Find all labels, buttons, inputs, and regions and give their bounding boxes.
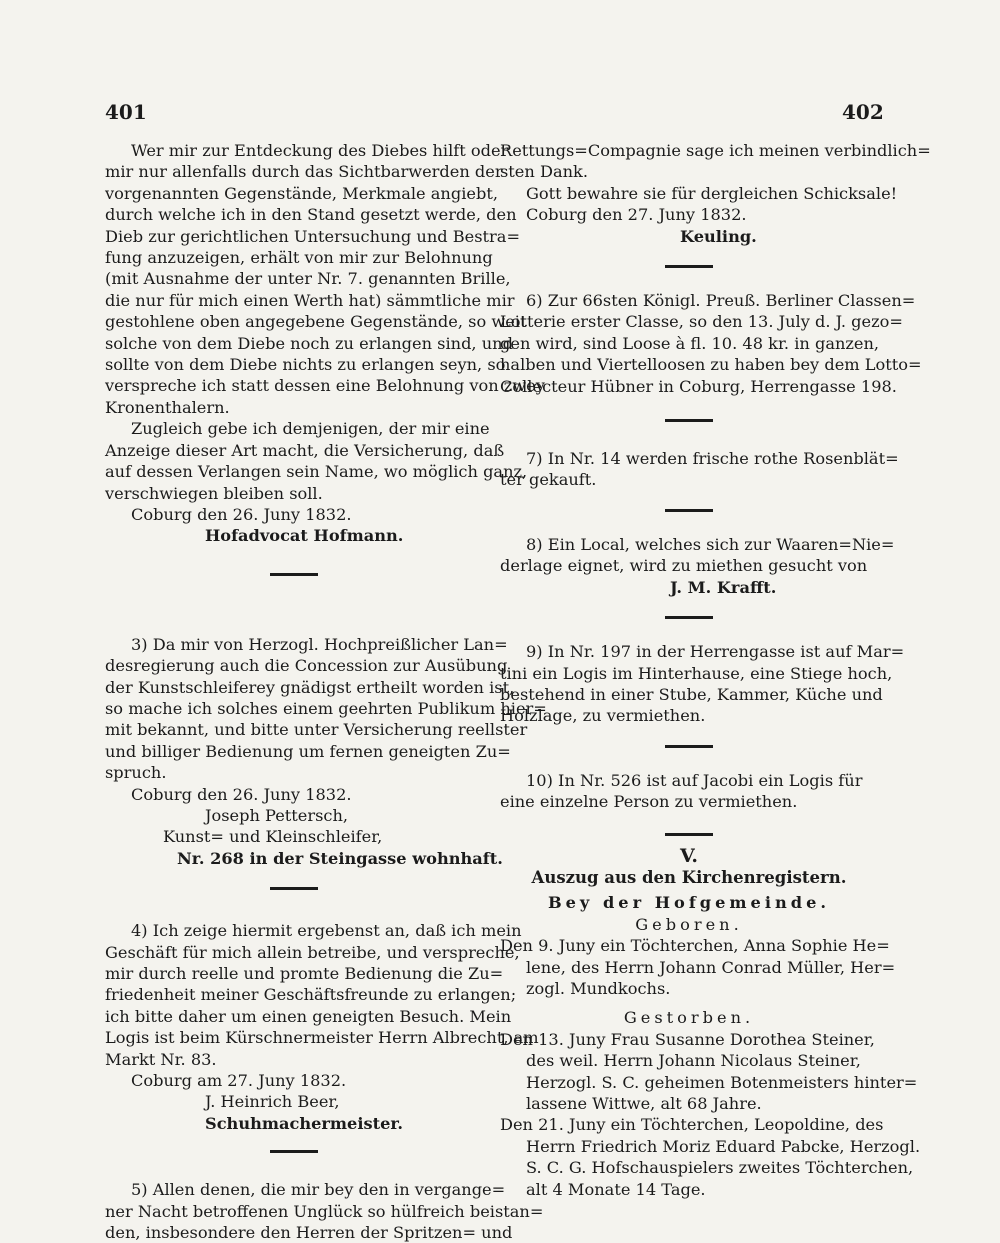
register-line: lene, des Herrn Johann Conrad Müller, Her= — [526, 957, 896, 977]
text-line: 8) Ein Local, welches sich zur Waaren=Nie= — [526, 534, 895, 554]
text-line: ter gekauft. — [500, 470, 597, 490]
text-line: sollte von dem Diebe nichts zu erlangen seyn, so — [105, 355, 506, 375]
text-line: Dieb zur gerichtlichen Untersuchung und Bestra= — [105, 226, 521, 246]
text-line: sten Dank. — [500, 162, 588, 182]
text-line: mir durch reelle und promte Bedienung die Zu= — [105, 964, 504, 983]
text-line: gen wird, sind Loose à fl. 10. 48 kr. in ganzen, — [500, 333, 880, 353]
text-line: auf dessen Verlangen sein Name, wo möglich ganz, — [105, 462, 528, 482]
text-line: Logis ist beim Kürschnermeister Herrn Albrecht, am — [105, 1028, 539, 1048]
separator-rule — [270, 573, 318, 576]
text-line: den, insbesondere den Herren der Spritzen= und — [105, 1223, 513, 1243]
text-line: mit bekannt, und bitte unter Versicherung reellster — [105, 720, 528, 740]
dateline: Coburg den 27. Juny 1832. — [526, 205, 747, 225]
register-line: lassene Wittwe, alt 68 Jahre. — [526, 1094, 762, 1113]
separator-rule — [665, 616, 713, 619]
notice-7-rose-petals — [500, 448, 899, 491]
text-line: 7) In Nr. 14 werden frische rothe Rosenblät= — [526, 449, 899, 469]
notice-8-warehouse — [500, 534, 895, 598]
notice-9-lodging — [500, 641, 905, 727]
signature-name: Joseph Pettersch, — [205, 805, 349, 825]
text-line: bestehend in einer Stube, Kammer, Küche und — [500, 684, 883, 704]
text-line: friedenheit meiner Geschäftsfreunde zu erlangen; — [105, 985, 517, 1005]
text-line: und billiger Bedienung um fernen geneigten Zu= — [105, 741, 511, 761]
register-line: S. C. G. Hofschauspielers zweites Töchterchen, — [526, 1158, 914, 1178]
signature-name: J. Heinrich Beer, — [205, 1092, 340, 1112]
text-line: 6) Zur 66sten Königl. Preuß. Berliner Classen= — [526, 291, 916, 311]
text-line: gestohlene oben angegebene Gegenstände, so weit — [105, 312, 527, 332]
signature: J. M. Krafft. — [670, 577, 777, 597]
register-line: Den 21. Juny ein Töchterchen, Leopoldine, des — [500, 1115, 884, 1135]
text-line: Collecteur Hübner in Coburg, Herrengasse 198. — [500, 376, 897, 396]
deaths-heading: Gestorben. — [623, 1008, 755, 1028]
text-line: ner Nacht betroffenen Unglück so hülfreich beistan= — [105, 1201, 544, 1221]
right-column — [500, 140, 931, 1200]
register-line: Herzogl. S. C. geheimen Botenmeisters hinter= — [526, 1072, 918, 1092]
text-line: Lotterie erster Classe, so den 13. July d. J. gezo= — [500, 312, 903, 332]
page-number-left: 401 — [105, 100, 147, 124]
text-line: Anzeige dieser Art macht, die Versicherung, daß — [105, 440, 505, 460]
text-line: Holzlage, zu vermiethen. — [500, 706, 706, 726]
signature-address: Nr. 268 in der Steingasse wohnhaft. — [177, 848, 503, 868]
register-line: Den 9. Juny ein Töchterchen, Anna Sophie He= — [500, 936, 890, 956]
text-line: solche von dem Diebe noch zu erlangen sind, und — [105, 333, 513, 353]
signature: Hofadvocat Hofmann. — [205, 526, 404, 546]
section-title: Auszug aus den Kirchenregistern. — [531, 867, 847, 887]
text-line: Geschäft für mich allein betreibe, und verspreche, — [105, 942, 520, 962]
text-line: vorgenannten Gegenstände, Merkmale angiebt, — [105, 183, 498, 203]
page-number-right: 402 — [842, 100, 884, 124]
text-line: Rettungs=Compagnie sage ich meinen verbindlich= — [500, 141, 931, 160]
text-line: 9) In Nr. 197 in der Herrengasse ist auf Mar= — [526, 642, 905, 662]
dateline: Coburg den 26. Juny 1832. — [131, 784, 352, 804]
text-line: die nur für mich einen Werth hat) sämmtliche mir — [105, 290, 515, 310]
register-line: Den 13. Juny Frau Susanne Dorothea Steiner, — [500, 1029, 875, 1049]
separator-rule — [665, 419, 713, 422]
notice-6-lottery — [500, 290, 922, 397]
text-line: verschwiegen bleiben soll. — [105, 483, 323, 503]
notice-4-shoemaker — [105, 920, 539, 1134]
text-line: Gott bewahre sie für dergleichen Schicksale! — [526, 183, 898, 203]
text-line: 3) Da mir von Herzogl. Hochpreißlicher Lan= — [131, 634, 508, 654]
notice-10-lodging — [500, 770, 878, 813]
text-line: eine einzelne Person zu vermiethen. — [500, 792, 798, 812]
separator-rule — [270, 887, 318, 890]
register-line: zogl. Mundkochs. — [526, 978, 671, 998]
register-line: Herrn Friedrich Moriz Eduard Pabcke, Herzogl. — [526, 1136, 921, 1156]
register-line: alt 4 Monate 14 Tage. — [526, 1179, 706, 1199]
text-line: halben und Viertelloosen zu haben bey dem Lotto= — [500, 355, 922, 375]
text-line: desregierung auch die Concession zur Ausübung — [105, 656, 508, 676]
notice-5-continued — [500, 140, 931, 247]
separator-rule — [665, 745, 713, 748]
separator-rule — [665, 509, 713, 512]
text-line: Kronenthalern. — [105, 397, 230, 417]
text-line: 10) In Nr. 526 ist auf Jacobi ein Logis für — [526, 770, 863, 790]
text-line: Zugleich gebe ich demjenigen, der mir eine — [131, 419, 490, 439]
text-line: durch welche ich in den Stand gesetzt werde, den — [105, 205, 517, 225]
births-heading: Geboren. — [635, 914, 743, 934]
section-number: V. — [679, 844, 699, 867]
text-line: Markt Nr. 83. — [105, 1049, 217, 1069]
text-line: spruch. — [105, 763, 167, 783]
text-line: derlage eignet, wird zu miethen gesucht von — [500, 556, 868, 576]
text-line: mir nur allenfalls durch das Sichtbarwerden der — [105, 162, 503, 182]
dateline: Coburg den 26. Juny 1832. — [131, 504, 352, 524]
text-line: (mit Ausnahme der unter Nr. 7. genannten Brille, — [105, 269, 511, 289]
signature: Keuling. — [680, 226, 757, 246]
text-line: 4) Ich zeige hiermit ergebenst an, daß ich mein — [131, 921, 522, 941]
separator-rule — [665, 833, 713, 836]
text-line: der Kunstschleiferey gnädigst ertheilt worden ist, — [105, 677, 515, 697]
separator-rule — [665, 265, 713, 268]
church-register-section — [500, 844, 921, 1201]
separator-rule — [270, 1150, 318, 1153]
text-line: so mache ich solches einem geehrten Publikum hier= — [105, 698, 547, 718]
notice-5-thanks — [105, 1179, 544, 1243]
dateline: Coburg am 27. Juny 1832. — [131, 1071, 347, 1091]
notice-3-kunstschleiferey — [105, 634, 547, 869]
text-line: ich bitte daher um einen geneigten Besuch. Mein — [105, 1006, 512, 1026]
parish-heading: Bey der Hofgemeinde. — [547, 893, 831, 913]
signature-title: Kunst= und Kleinschleifer, — [163, 827, 383, 847]
register-line: des weil. Herrn Johann Nicolaus Steiner, — [526, 1051, 861, 1071]
text-line: fung anzuzeigen, erhält von mir zur Belohnung — [105, 248, 493, 268]
text-line: Wer mir zur Entdeckung des Diebes hilft oder — [131, 141, 509, 160]
signature-title: Schuhmachermeister. — [205, 1113, 404, 1133]
text-line: 5) Allen denen, die mir bey den in vergange= — [131, 1180, 506, 1200]
text-line: tini ein Logis im Hinterhause, eine Stiege hoch, — [500, 663, 893, 683]
spacer — [500, 999, 878, 1007]
text-line: verspreche ich statt dessen eine Belohnung von zwey — [105, 376, 545, 396]
